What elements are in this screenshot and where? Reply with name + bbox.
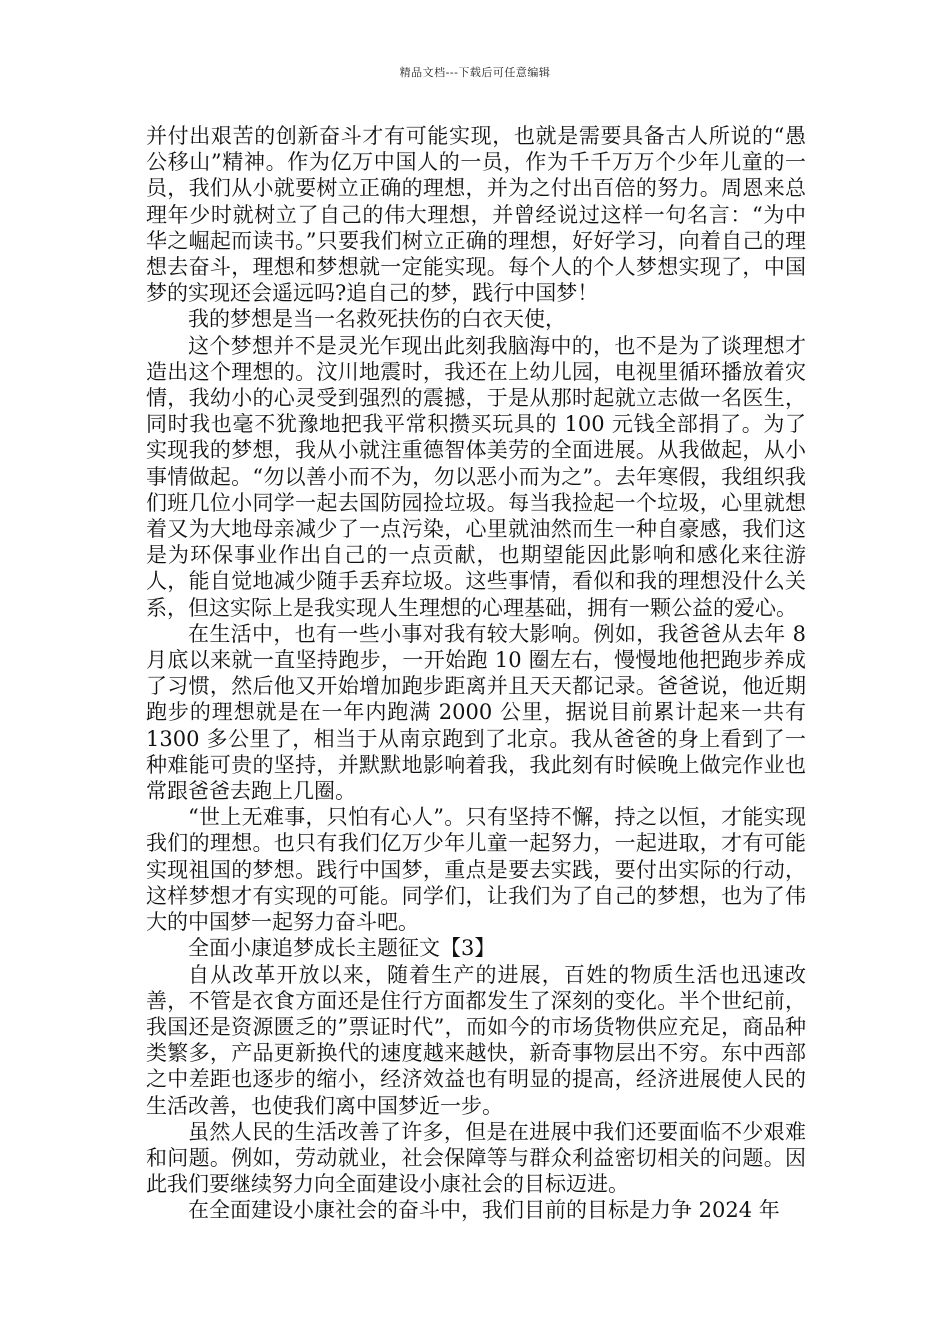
- page-header: 精品文档---下载后可任意编辑: [399, 66, 551, 79]
- paragraph: “世上无难事，只怕有心人”。只有坚持不懈，持之以恒，才能实现我们的理想。也只有我们亿万少年儿童一起努力，一起进取，才有可能实现祖国的梦想。践行中国梦，重点是要去实践，要付出实际的行动，这样梦想才有实现的可能。同学们，让我们为了自己的梦想，也为了伟大的中国梦一起努力奋斗吧。: [146, 805, 806, 935]
- paragraph: 在全面建设小康社会的奋斗中，我们目前的目标是力争 2024 年: [188, 1198, 780, 1223]
- document-body: [146, 123, 806, 1224]
- paragraph: 虽然人民的生活改善了许多，但是在进展中我们还要面临不少艰难和问题。例如，劳动就业，社会保障等与群众利益密切相关的问题。因此我们要继续努力向全面建设小康社会的目标迈进。: [146, 1119, 806, 1197]
- section-heading: 全面小康追梦成长主题征文【3】: [188, 936, 496, 961]
- paragraph: 在生活中，也有一些小事对我有较大影响。例如，我爸爸从去年 8 月底以来就一直坚持跑步，一开始跑 10 圈左右，慢慢地他把跑步养成了习惯，然后他又开始增加跑步距离并且天天都记录。爸爸说，他近期跑步的理想就是在一年内跑满 2000 公里，据说目前累计起来一共有 1300 多公里了，相当于从南京跑到了北京。我从爸爸的身上看到了一种难能可贵的坚持，并默默地影响着我，我此刻有时候晚上做完作业也常跟爸爸去跑上几圈。: [146, 621, 806, 804]
- paragraph: 自从改革开放以来，随着生产的进展，百姓的物质生活也迅速改善，不管是衣食方面还是住行方面都发生了深刻的变化。半个世纪前，我国还是资源匮乏的”票证时代”，而如今的市场货物供应充足，商品种类繁多，产品更新换代的速度越来越快，新奇事物层出不穷。东中西部之中差距也逐步的缩小，经济效益也有明显的提高，经济进展使人民的生活改善，也使我们离中国梦近一步。: [146, 962, 806, 1118]
- paragraph: 我的梦想是当一名救死扶伤的白衣天使，: [188, 307, 566, 332]
- paragraph: 这个梦想并不是灵光乍现出此刻我脑海中的，也不是为了谈理想才造出这个理想的。汶川地震时，我还在上幼儿园，电视里循环播放着灾情，我幼小的心灵受到强烈的震撼，于是从那时起就立志做一名医生，同时我也毫不犹豫地把我平常积攒买玩具的 100 元钱全部捐了。为了实现我的梦想，我从小就注重德智体美劳的全面进展。从我做起，从小事情做起。“勿以善小而不为，勿以恶小而为之”。去年寒假，我组织我们班几位小同学一起去国防园捡垃圾。每当我捡起一个垃圾，心里就想着又为大地母亲减少了一点污染，心里就油然而生一种自豪感，我们这是为环保事业作出自己的一点贡献，也期望能因此影响和感化来往游人，能自觉地减少随手丢弃垃圾。这些事情，看似和我的理想没什么关系，但这实际上是我实现人生理想的心理基础，拥有一颗公益的爱心。: [146, 333, 806, 620]
- paragraph: 并付出艰苦的创新奋斗才有可能实现，也就是需要具备古人所说的“愚公移山”精神。作为亿万中国人的一员，作为千千万万个少年儿童的一员，我们从小就要树立正确的理想，并为之付出百倍的努力。周恩来总理年少时就树立了自己的伟大理想，并曾经说过这样一句名言：“为中华之崛起而读书。”只要我们树立正确的理想，好好学习，向着自己的理想去奋斗，理想和梦想就一定能实现。每个人的个人梦想实现了，中国梦的实现还会遥远吗?追自己的梦，践行中国梦！: [146, 124, 806, 306]
